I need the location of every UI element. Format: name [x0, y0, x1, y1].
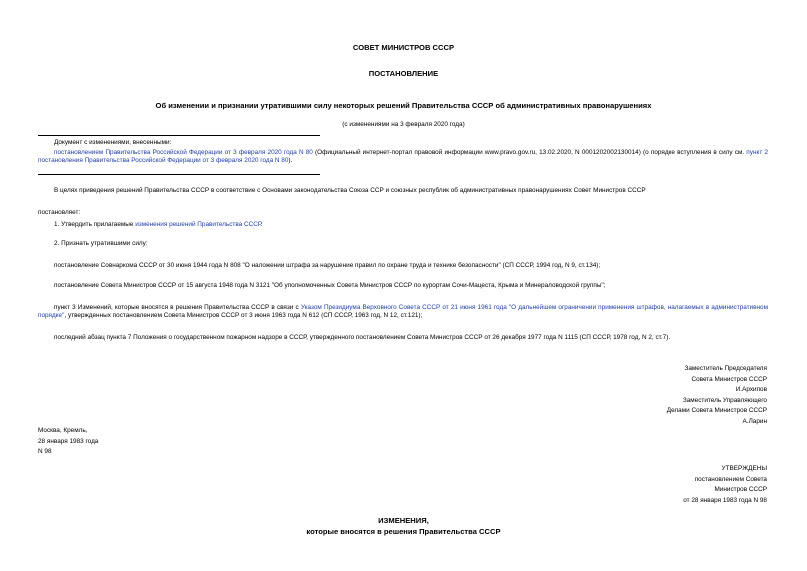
revision-note: (с изменениями на 3 февраля 2020 года): [342, 121, 465, 128]
approval-block: [683, 464, 767, 506]
repealed-paragraph-c: [38, 304, 768, 320]
signature-line: Заместитель Управляющего: [682, 396, 767, 404]
item-1: [38, 221, 768, 229]
annex-title: [0, 515, 807, 537]
issuer-heading: СОВЕТ МИНИСТРОВ СССР: [352, 43, 455, 52]
signature-line: Делами Совета Министров СССР: [666, 407, 767, 414]
resolves-word: постановляет:: [38, 209, 81, 216]
changes-top-rule: [38, 135, 320, 136]
place-line: Москва, Кремль,: [38, 427, 88, 434]
paragraph-c-text-end: , утвержденных постановлением Совета Министров СССР от 3 июня 1963 года N 612 (СП СССР, 1963 год, N 12, ст.121);: [64, 312, 423, 319]
approval-line: Министров СССР: [714, 486, 767, 493]
document-type: ПОСТАНОВЛЕНИЕ: [368, 69, 439, 78]
approval-line: от 28 января 1983 года N 98: [683, 496, 767, 504]
preamble: В целях приведения решений Правительства СССР в соответствие с Основами законодательства Союза ССР и союзных республик об административных правонарушениях Совет Министров СССР: [54, 187, 646, 194]
changes-link-point2[interactable]: пункт 2 постановления Правительства Российской Федерации от 3 февраля 2020 года N 80: [38, 149, 769, 164]
changes-text: (Официальный интернет-портал правовой информации www.pravo.gov.ru, 13.02.2020, N 0001202002130014) (о порядке вступления в силу см.: [312, 149, 745, 156]
signature-line: А.Ларин: [742, 417, 767, 425]
changes-link-decree[interactable]: постановлением Правительства Российской Федерации от 3 февраля 2020 года N 80: [54, 149, 313, 156]
item-2: 2. Признать утратившими силу:: [54, 240, 148, 247]
repealed-paragraph-a: постановление Совнаркома СССР от 30 июня 1944 года N 808 "О наложении штрафа за нарушение правил по охране труда и технике безопасности" (СП СССР, 1994 год, N 9, ст.134);: [54, 262, 601, 269]
item-1-link[interactable]: изменения решений Правительства СССР: [135, 221, 261, 228]
annex-subtitle-line: которые вносятся в решения Правительства СССР: [306, 527, 501, 536]
place-and-date: [38, 426, 98, 458]
approval-line: УТВЕРЖДЕНЫ: [721, 465, 767, 472]
paragraph-c-link[interactable]: Указом Президиума Верховного Совета СССР от 21 июня 1961 года "О дальнейшем ограничении применения штрафов, налагаемых в административном порядке": [38, 304, 769, 319]
changes-paragraph: [38, 149, 768, 165]
changes-text-end: ).: [288, 157, 293, 164]
number-line: N 98: [38, 448, 52, 455]
item-1-end: .: [260, 221, 263, 228]
signature-line: Совета Министров СССР: [691, 375, 767, 383]
item-1-text: 1. Утвердить прилагаемые: [54, 221, 136, 228]
signature-line: Заместитель Председателя: [684, 365, 767, 372]
repealed-paragraph-b: постановление Совета Министров СССР от 15 августа 1948 года N 3121 "Об уполномоченных Совета Министров СССР по курортам Сочи-Мацеста, Крыма и Минераловодской группы";: [54, 282, 606, 289]
document-title: Об изменении и признании утратившими силу некоторых решений Правительства СССР об административных правонарушениях: [155, 101, 652, 110]
annex-title-line: ИЗМЕНЕНИЯ,: [378, 516, 429, 525]
paragraph-c-text: пункт 3 Изменений, которые вносятся в решения Правительства СССР в связи с: [54, 304, 299, 311]
signature-block: [667, 364, 767, 427]
repealed-paragraph-d: последний абзац пункта 7 Положения о государственном пожарном надзоре в СССР, утвержденного постановлением Совета Министров СССР от 26 декабря 1977 года N 1115 (СП СССР, 1978 год, N 2, ст.7).: [54, 334, 671, 341]
signature-line: И.Архипов: [735, 386, 767, 393]
date-line: 28 января 1983 года: [38, 437, 99, 445]
changes-heading: Документ с изменениями, внесенными:: [54, 139, 172, 146]
approval-line: постановлением Совета: [694, 475, 767, 483]
changes-bottom-rule: [38, 174, 320, 175]
